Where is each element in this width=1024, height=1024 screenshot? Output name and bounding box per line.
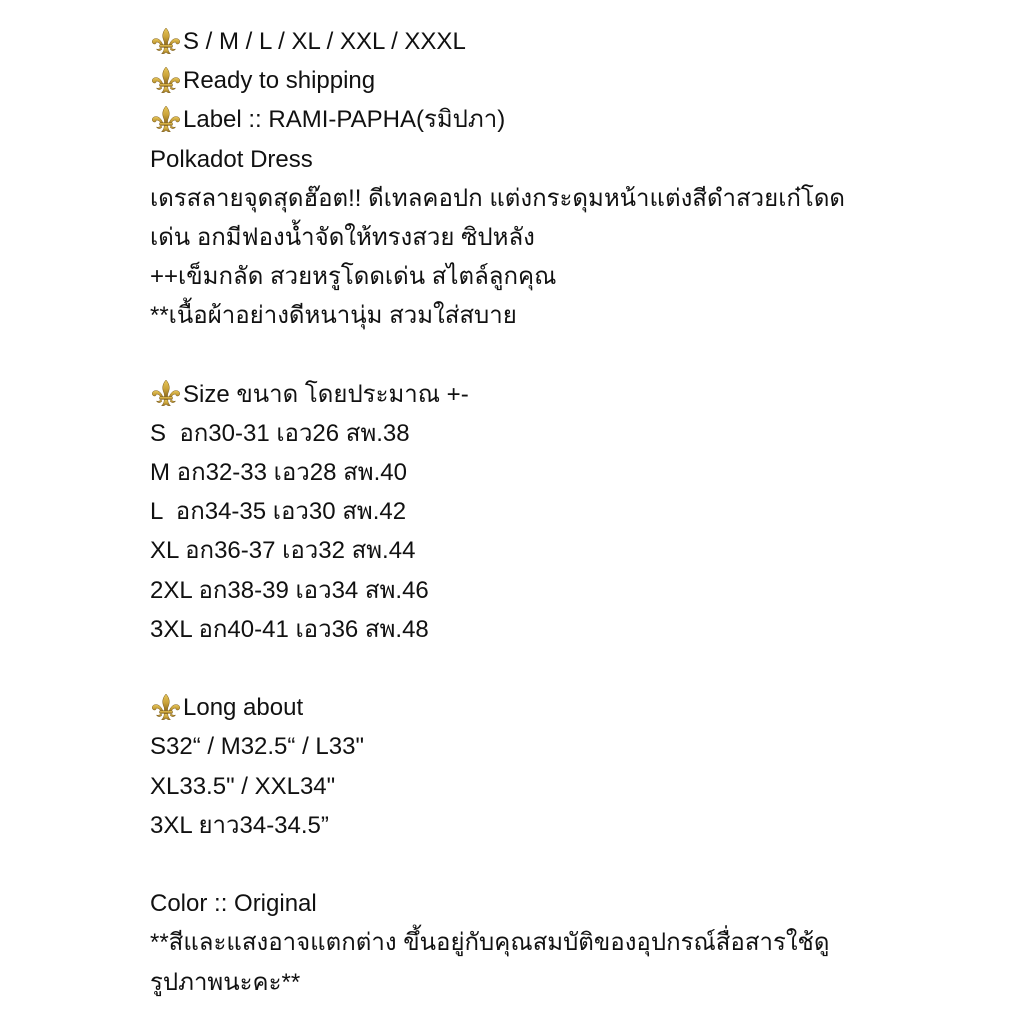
note-line-1: **สีและแสงอาจแตกต่าง ขึ้นอยู่กับคุณสมบัติของอุปกรณ์สื่อสารใช้ดู xyxy=(150,929,830,957)
spacer xyxy=(150,649,1010,688)
size-row-2xl: 2XL อก38-39 เอว34 สพ.46 xyxy=(150,576,429,604)
fleur-de-lis-icon xyxy=(150,26,182,58)
size-row-m: M อก32-33 เอว28 สพ.40 xyxy=(150,459,407,487)
size-header-text: Size ขนาด โดยประมาณ +- xyxy=(183,380,469,408)
sizes-text: S / M / L / XL / XXL / XXXL xyxy=(183,28,466,55)
size-row-s: S อก30-31 เอว26 สพ.38 xyxy=(150,419,410,447)
size-row-xl: XL อก36-37 เอว32 สพ.44 xyxy=(150,537,416,565)
fleur-de-lis-icon xyxy=(150,104,182,136)
size-header-line xyxy=(150,375,1010,414)
fleur-de-lis-icon xyxy=(150,692,182,724)
long-header-text: Long about xyxy=(183,694,304,722)
length-row-2: XL33.5" / XXL34" xyxy=(150,772,336,800)
color-line: Color :: Original xyxy=(150,890,317,918)
ready-line xyxy=(150,61,1010,100)
length-row-3: 3XL ยาว34-34.5” xyxy=(150,811,329,839)
description-line-2: เด่น อกมีฟองน้ำจัดให้ทรงสวย ซิปหลัง xyxy=(150,223,535,251)
length-row-1: S32“ / M32.5“ / L33" xyxy=(150,733,364,761)
label-line xyxy=(150,100,1010,139)
product-description xyxy=(150,22,1010,1002)
label-text: Label :: RAMI-PAPHA(รมิปภา) xyxy=(183,106,506,134)
description-line-4: **เนื้อผ้าอย่างดีหนานุ่ม สวมใส่สบาย xyxy=(150,302,517,330)
fleur-de-lis-icon xyxy=(150,65,182,97)
ready-text: Ready to shipping xyxy=(183,67,376,95)
note-line-2: รูปภาพนะคะ** xyxy=(150,968,301,996)
spacer xyxy=(150,845,1010,884)
fleur-de-lis-icon xyxy=(150,378,182,410)
spacer xyxy=(150,336,1010,375)
description-line-3: ++เข็มกลัด สวยหรูโดดเด่น สไตล์ลูกคุณ xyxy=(150,263,557,291)
sizes-line xyxy=(150,22,1010,61)
size-row-l: L อก34-35 เอว30 สพ.42 xyxy=(150,498,407,526)
long-header-line xyxy=(150,688,1010,727)
size-row-3xl: 3XL อก40-41 เอว36 สพ.48 xyxy=(150,615,429,643)
description-line-1: เดรสลายจุดสุดฮ๊อต!! ดีเทลคอปก แต่งกระดุมหน้าแต่งสีดำสวยเก๋โดด xyxy=(150,184,845,212)
product-title: Polkadot Dress xyxy=(150,145,313,173)
